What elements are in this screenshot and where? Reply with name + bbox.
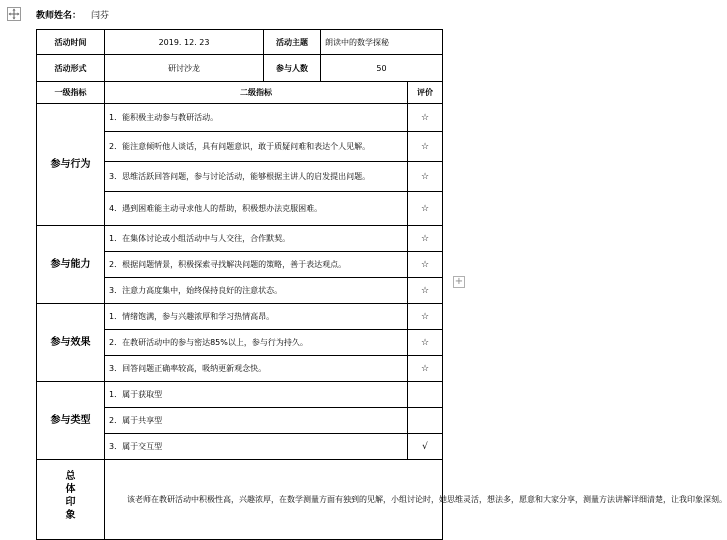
rating-mark: ☆	[408, 330, 443, 356]
rating-mark: ☆	[408, 104, 443, 132]
rating-mark: ☆	[408, 278, 443, 304]
rating-mark	[408, 408, 443, 434]
table-row	[37, 104, 443, 132]
summary-title-char: 总	[65, 471, 76, 482]
section-title: 参与类型	[37, 382, 105, 460]
summary-title-char: 印	[65, 497, 76, 508]
summary-title	[37, 460, 105, 540]
section-title: 参与效果	[37, 304, 105, 382]
move-arrows-icon	[8, 8, 20, 20]
teacher-name: 闫芬	[91, 11, 110, 21]
table-row	[37, 226, 443, 252]
form-label: 活动形式	[37, 55, 105, 82]
indicator-text: 1．能积极主动参与教研活动。	[105, 104, 408, 132]
indicator-text: 3．注意力高度集中，始终保持良好的注意状态。	[105, 278, 408, 304]
section-title: 参与行为	[37, 104, 105, 226]
time-value: 2019. 12. 23	[105, 30, 264, 55]
rating-mark	[408, 382, 443, 408]
rating-mark: ☆	[408, 162, 443, 192]
level1-header: 一级指标	[37, 82, 105, 104]
header-row	[37, 82, 443, 104]
teacher-line	[36, 8, 109, 24]
rating-mark: √	[408, 434, 443, 460]
rating-mark: ☆	[408, 192, 443, 226]
rating-mark: ☆	[408, 132, 443, 162]
count-value: 50	[321, 55, 443, 82]
time-label: 活动时间	[37, 30, 105, 55]
count-label: 参与人数	[264, 55, 321, 82]
summary-title-char: 体	[65, 484, 76, 495]
indicator-text: 4．遇到困难能主动寻求他人的帮助，积极想办法克服困难。	[105, 192, 408, 226]
indicator-text: 3．回答问题正确率较高，吸纳更新观念快。	[105, 356, 408, 382]
rating-header: 评价	[408, 82, 443, 104]
indicator-text: 1．属于获取型	[105, 382, 408, 408]
rating-mark: ☆	[408, 356, 443, 382]
summary-text-cell	[105, 460, 727, 540]
level2-header: 二级指标	[105, 82, 408, 104]
form-value: 研讨沙龙	[105, 55, 264, 82]
indicator-text: 2．在教研活动中的参与密达85%以上，参与行为持久。	[105, 330, 408, 356]
rating-mark: ☆	[408, 304, 443, 330]
activity-row-1	[37, 30, 443, 55]
indicator-text: 3．思维活跃回答问题，参与讨论活动，能够根据主讲人的启发提出问题。	[105, 162, 408, 192]
indicator-text: 2．属于共享型	[105, 408, 408, 434]
indicator-text: 1．在集体讨论或小组活动中与人交往，合作默契。	[105, 226, 408, 252]
rating-mark: ☆	[408, 226, 443, 252]
indicator-text: 2．能注意倾听他人谈话，具有问题意识，敢于质疑问难和表达个人见解。	[105, 132, 408, 162]
indicator-text: 3．属于交互型	[105, 434, 408, 460]
table-move-handle[interactable]	[7, 7, 21, 21]
add-column-plus-icon[interactable]: +	[454, 276, 464, 287]
indicator-text: 1．情绪饱满，参与兴趣浓厚和学习热情高昂。	[105, 304, 408, 330]
indicator-text: 2．根据问题情景，积极探索寻找解决问题的策略，善于表达观点。	[105, 252, 408, 278]
rating-mark: ☆	[408, 252, 443, 278]
theme-value: 朗读中的数学探秘	[321, 30, 443, 55]
table-row	[37, 382, 443, 408]
table-row	[37, 304, 443, 330]
summary-row	[37, 460, 443, 540]
section-title: 参与能力	[37, 226, 105, 304]
teacher-label: 教师姓名：	[36, 11, 82, 21]
evaluation-table	[36, 29, 727, 540]
summary-text: 该老师在教研活动中积极性高，兴趣浓厚，在数学测量方面有独到的见解，小组讨论时，她思维灵活，想法多，愿意和大家分享，测量方法讲解详细清楚，让我印象深刻。	[127, 495, 727, 504]
summary-title-char: 象	[65, 510, 76, 521]
theme-label: 活动主题	[264, 30, 321, 55]
activity-row-2	[37, 55, 443, 82]
